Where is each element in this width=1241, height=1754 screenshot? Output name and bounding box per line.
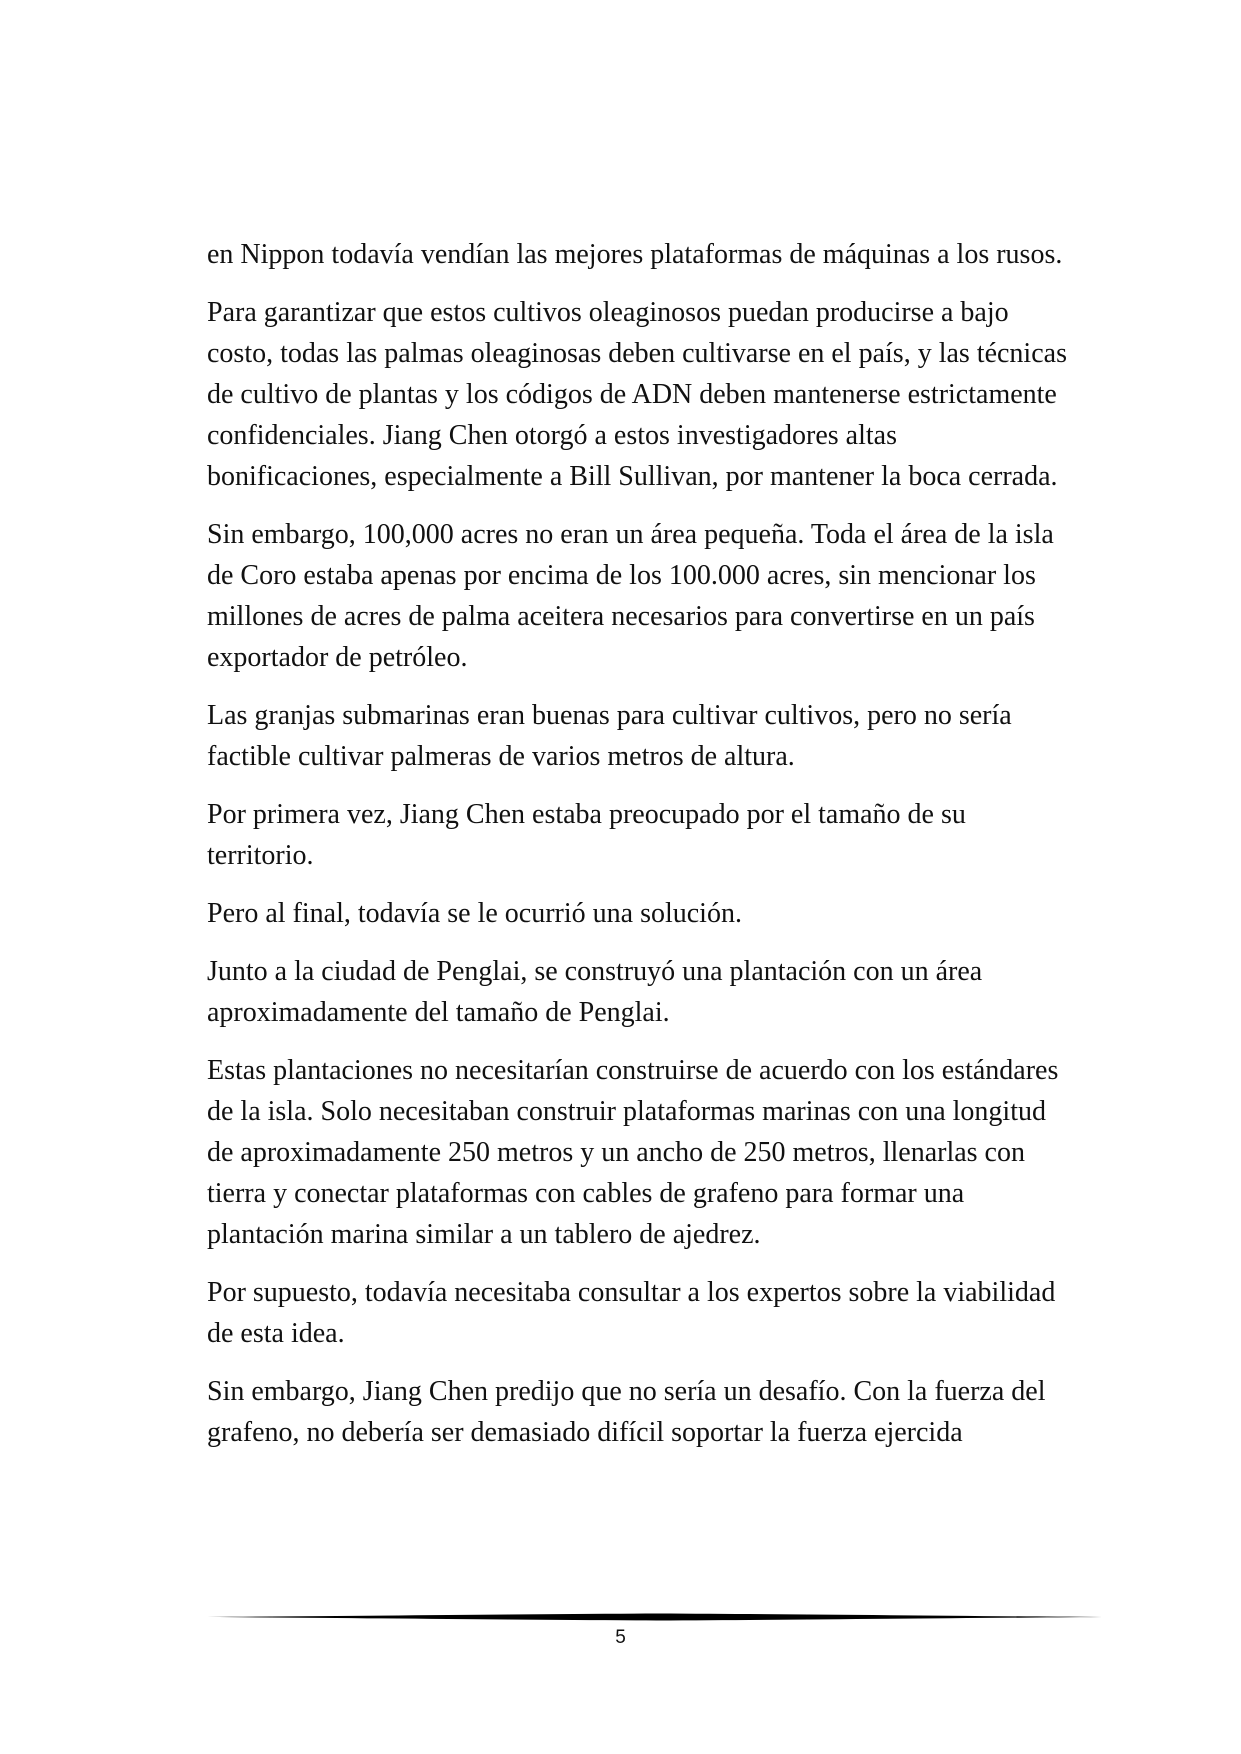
paragraph-7: Junto a la ciudad de Penglai, se construyó una plantación con un área aproximadamente del tamaño de Penglai.: [207, 956, 983, 1028]
paragraph-1: en Nippon todavía vendían las mejores plataformas de máquinas a los rusos.: [207, 239, 1063, 270]
body-text: [207, 234, 1067, 1470]
paragraph-5: Por primera vez, Jiang Chen estaba preocupado por el tamaño de su territorio.: [207, 799, 966, 871]
paragraph-3: Sin embargo, 100,000 acres no eran un área pequeña. Toda el área de la isla de Coro estaba apenas por encima de los 100.000 acres, sin mencionar los millones de acres de palma aceitera necesarios para convertirse en un país exportador de petróleo.: [207, 519, 1054, 673]
paragraph-2: Para garantizar que estos cultivos oleaginosos puedan producirse a bajo costo, todas las palmas oleaginosas deben cultivarse en el país, y las técnicas de cultivo de plantas y los códigos de ADN deben mantenerse estrictamente confidenciales. Jiang Chen otorgó a estos investigadores altas bonificaciones, especialmente a Bill Sullivan, por mantener la boca cerrada.: [207, 297, 1067, 492]
paragraph-6: Pero al final, todavía se le ocurrió una solución.: [207, 898, 742, 929]
paragraph-8: Estas plantaciones no necesitarían construirse de acuerdo con los estándares de la isla. Solo necesitaban construir plataformas marinas con una longitud de aproximadamente 250 metros y un ancho de 250 metros, llenarlas con tierra y conectar plataformas con cables de grafeno para formar una plantación marina similar a un tablero de ajedrez.: [207, 1055, 1059, 1250]
page-number: 5: [615, 1627, 626, 1648]
paragraph-9: Por supuesto, todavía necesitaba consultar a los expertos sobre la viabilidad de esta idea.: [207, 1277, 1056, 1349]
footer-divider: [207, 1612, 1102, 1622]
paragraph-10: Sin embargo, Jiang Chen predijo que no sería un desafío. Con la fuerza del grafeno, no debería ser demasiado difícil soportar la fuerza ejercida: [207, 1376, 1046, 1448]
paragraph-4: Las granjas submarinas eran buenas para cultivar cultivos, pero no sería factible cultivar palmeras de varios metros de altura.: [207, 700, 1012, 772]
